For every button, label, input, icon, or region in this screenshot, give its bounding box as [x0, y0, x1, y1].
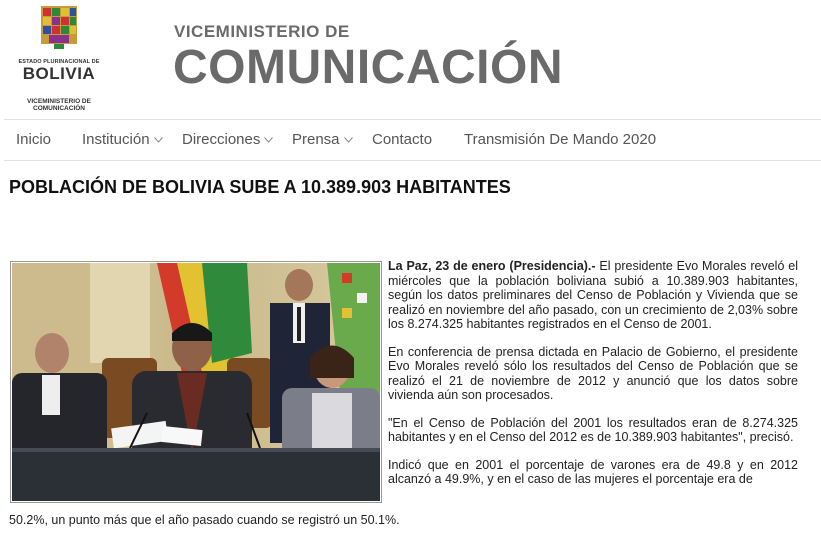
nav-item-institucion[interactable] — [82, 131, 163, 148]
logo-subtitle — [14, 98, 104, 112]
site-title-line2: COMUNICACIÓN — [173, 41, 563, 94]
nav-item-contacto[interactable] — [372, 131, 432, 148]
logo-country-text: BOLIVIA — [22, 64, 96, 83]
nav-item-prensa[interactable] — [292, 131, 353, 148]
article-paragraph — [388, 259, 798, 332]
article-paragraph-continued: 50.2%, un punto más que el año pasado cuando se registró un 50.1%. — [9, 513, 400, 527]
nav-item-label: Institución — [82, 131, 150, 148]
site-title-line1: VICEMINISTERIO DE — [174, 22, 350, 41]
logo-subtitle-line2: COMUNICACIÓN — [33, 105, 85, 112]
article-body — [388, 259, 798, 487]
nav-item-direcciones[interactable] — [182, 131, 273, 148]
chevron-down-icon — [154, 137, 163, 143]
logo-subtitle-line1: VICEMINISTERIO DE — [27, 98, 91, 105]
coat-of-arms-icon — [39, 4, 79, 50]
article-paragraph: Indicó que en 2001 el porcentaje de varones era de 49.8 y en 2012 alcanzó a 49.9%, y en el caso de las mujeres el porcentaje era de — [388, 457, 798, 486]
nav-item-label: Contacto — [372, 131, 433, 148]
article-paragraph-text: El presidente Evo Morales reveló el miércoles que la población boliviana subió a 10.389.903 habitantes, según los datos preliminares del Censo de Población y Vivienda que se realizó en noviembre del año pasado, con un crecimiento de 2,03% sobre los 8.274.325 habitantes registrados en el Censo de 2001. — [388, 259, 798, 331]
nav-item-label: Prensa — [292, 131, 340, 148]
site-logo[interactable] — [14, 4, 104, 114]
main-nav — [4, 119, 821, 161]
nav-item-label: Direcciones — [182, 131, 261, 148]
press-conference-image — [12, 263, 380, 501]
article-paragraph: "En el Censo de Población del 2001 los resultados eran de 8.274.325 habitantes y en el Censo del 2012 es de 10.389.903 habitantes", precisó. — [388, 415, 798, 444]
nav-item-inicio[interactable] — [16, 131, 51, 148]
nav-item-label: Inicio — [16, 131, 52, 148]
nav-item-transmision[interactable] — [464, 131, 656, 148]
article-paragraph: En conferencia de prensa dictada en Palacio de Gobierno, el presidente Evo Morales reveló sólo los resultados del Censo de Población que se realizó el 21 de noviembre de 2012 y anunció que los datos sobre vivienda aún son procesados. — [388, 344, 798, 402]
article-photo — [10, 261, 382, 503]
article-dateline: La Paz, 23 de enero (Presidencia).- — [388, 259, 596, 273]
site-header — [0, 0, 821, 118]
chevron-down-icon — [264, 137, 273, 143]
chevron-down-icon — [344, 137, 353, 143]
article-title: POBLACIÓN DE BOLIVIA SUBE A 10.389.903 HABITANTES — [9, 177, 511, 197]
nav-item-label: Transmisión De Mando 2020 — [464, 131, 657, 148]
logo-estado-text: ESTADO PLURINACIONAL DE — [18, 59, 100, 65]
